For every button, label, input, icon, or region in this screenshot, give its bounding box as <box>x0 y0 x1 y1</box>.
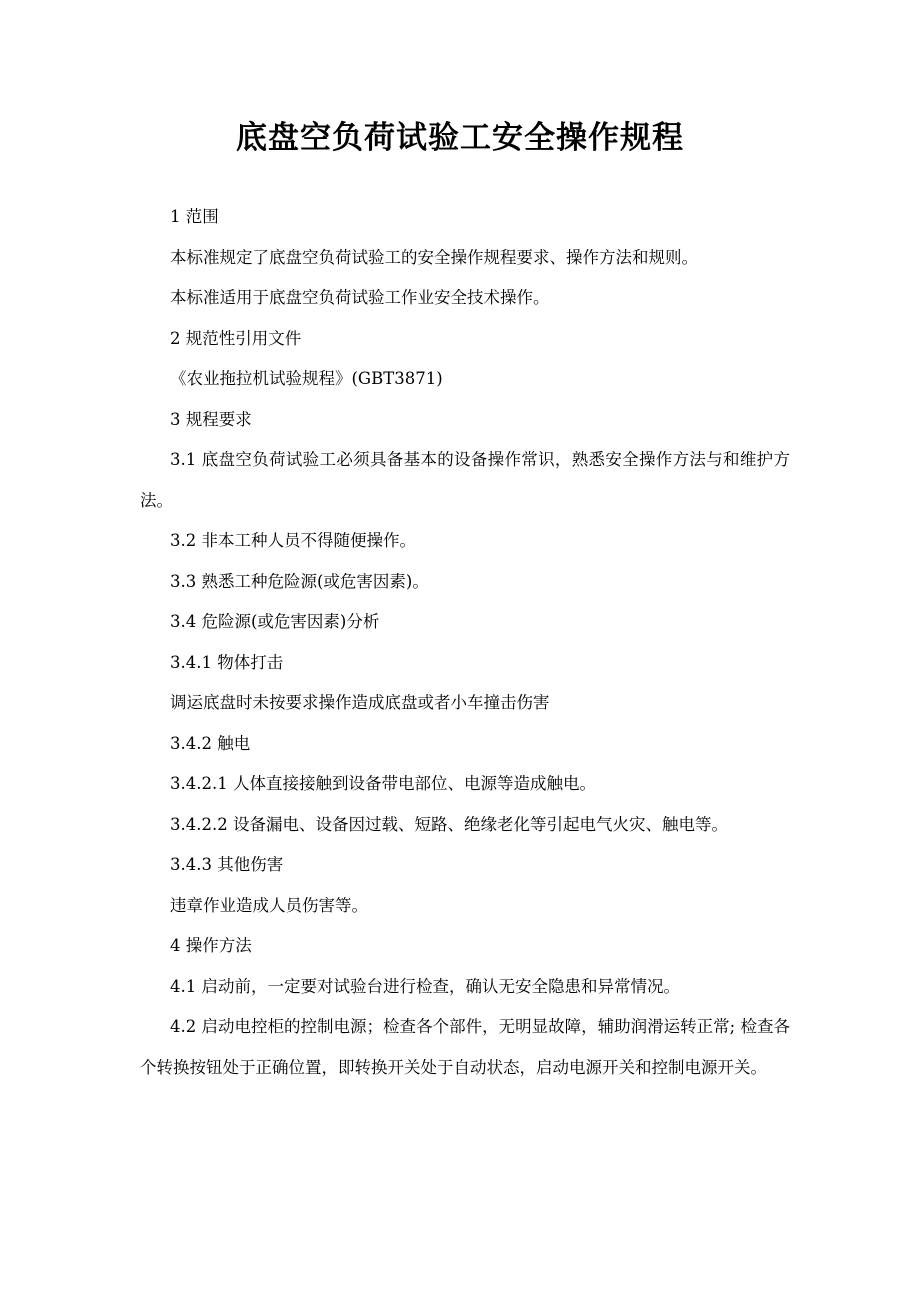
paragraph: 本标准规定了底盘空负荷试验工的安全操作规程要求、操作方法和规则。 <box>170 247 698 267</box>
paragraph: 本标准适用于底盘空负荷试验工作业安全技术操作。 <box>170 288 550 307</box>
paragraph: 调运底盘时未按要求操作造成底盘或者小车撞击伤害 <box>170 693 550 712</box>
paragraph: 3.4.2.2 设备漏电、设备因过载、短路、绝缘老化等引起电气火灾、触电等。 <box>170 814 728 834</box>
paragraph: 4.1 启动前，一定要对试验台进行检查，确认无安全隐患和异常情况。 <box>170 976 680 996</box>
paragraph: 违章作业造成人员伤害等。 <box>170 895 368 915</box>
paragraph-references-heading: 2 规范性引用文件 <box>170 328 302 348</box>
paragraph: 4.2 启动电控柜的控制电源；检查各个部件，无明显故障，辅助润滑运转正常; 检查各个转换按钮处于正确位置，即转换开关处于自动状态，启动电源开关和控制电源开关。 <box>140 1017 790 1077</box>
paragraph: 3.4.3 其他伤害 <box>170 855 284 874</box>
paragraph: 3.4 危险源(或危害因素)分析 <box>170 612 380 631</box>
paragraph-methods-heading: 4 操作方法 <box>170 936 252 955</box>
document-body <box>140 197 790 1088</box>
document-title: 底盘空负荷试验工安全操作规程 <box>236 120 684 156</box>
paragraph: 3.2 非本工种人员不得随便操作。 <box>170 531 416 550</box>
paragraph: 3.3 熟悉工种危险源(或危害因素)。 <box>170 571 429 591</box>
paragraph: 《农业拖拉机试验规程》(GBT3871) <box>170 369 443 388</box>
paragraph: 3.4.2.1 人体直接接触到设备带电部位、电源等造成触电。 <box>170 774 596 793</box>
paragraph-scope-heading: 1 范围 <box>170 207 219 226</box>
paragraph-requirements-heading: 3 规程要求 <box>170 409 252 429</box>
paragraph: 3.4.2 触电 <box>170 733 251 753</box>
paragraph: 3.1 底盘空负荷试验工必须具备基本的设备操作常识，熟悉安全操作方法与和维护方法。 <box>140 450 790 510</box>
paragraph: 3.4.1 物体打击 <box>170 652 284 672</box>
